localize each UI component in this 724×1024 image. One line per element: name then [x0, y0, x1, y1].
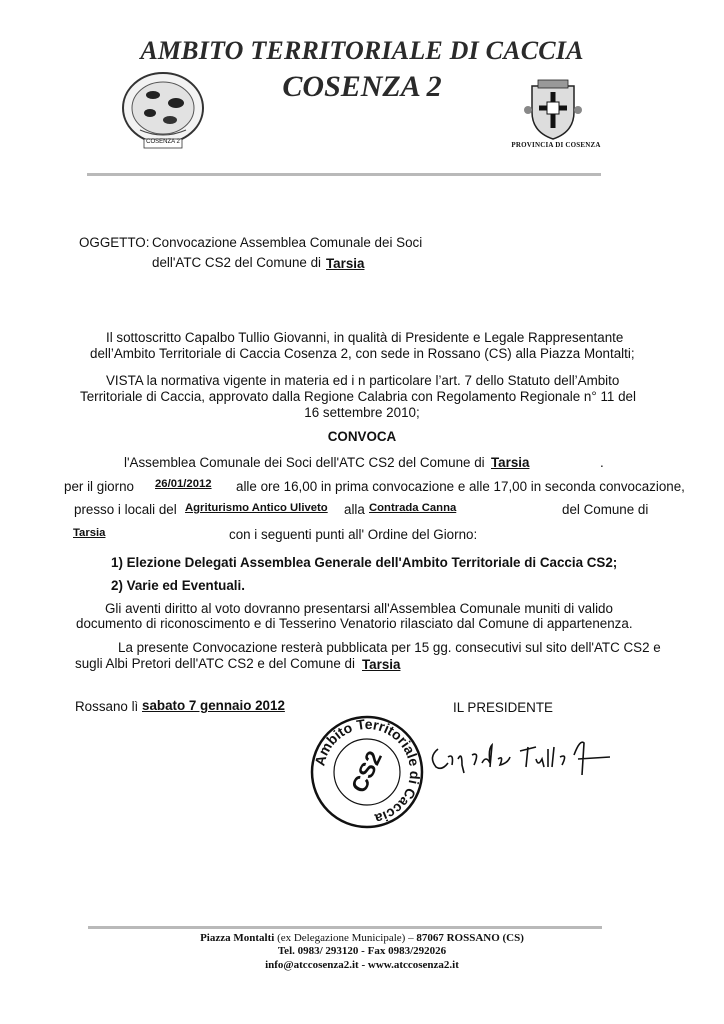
para4-comune: Tarsia: [362, 657, 401, 672]
footer-city: 87067 ROSSANO (CS): [416, 932, 524, 944]
president-label: IL PRESIDENTE: [453, 700, 553, 715]
assemblea-text: l'Assemblea Comunale dei Soci dell'ATC CS2 del Comune di: [124, 455, 485, 470]
giorno-label: per il giorno: [64, 479, 134, 494]
subject-label: OGGETTO:: [79, 235, 150, 250]
odg-item-1: 1) Elezione Delegati Assemblea Generale dell'Ambito Territoriale di Caccia CS2;: [111, 555, 618, 570]
footer-phone: Tel. 0983/ 293120 - Fax 0983/292026: [277, 945, 447, 957]
footer-street: Piazza Montalti: [200, 932, 275, 944]
para3-line1: Gli aventi diritto al voto dovranno presentarsi all'Assemblea Comunale muniti di valido: [105, 601, 613, 616]
signature-date: sabato 7 gennaio 2012: [142, 698, 285, 713]
locali-label: presso i locali del: [74, 502, 177, 517]
svg-text:Ambito Territoriale di Caccia: Ambito Territoriale di Caccia: [311, 715, 424, 828]
subject-line1: Convocazione Assemblea Comunale dei Soci: [152, 235, 423, 250]
giorno-text: alle ore 16,00 in prima convocazione e alle 17,00 in seconda convocazione,: [236, 479, 685, 494]
odg-item-2: 2) Varie ed Eventuali.: [111, 578, 245, 593]
para2-line3: 16 settembre 2010;: [304, 405, 420, 420]
province-label: PROVINCIA DI COSENZA: [511, 141, 601, 149]
subject-comune: Tarsia: [326, 256, 365, 271]
convoca-heading: CONVOCA: [327, 429, 397, 444]
header-divider: [87, 173, 601, 176]
para4-line2: sugli Albi Pretori dell'ATC CS2 e del Comune di: [75, 656, 355, 671]
footer-divider: [88, 926, 602, 929]
locali-contrada: Contrada Canna: [369, 502, 457, 514]
para3-line2: documento di riconoscimento e di Tesserino Venatorio rilasciato dal Comune di appartenenza.: [76, 616, 633, 631]
province-crest: [522, 76, 584, 142]
assemblea-period: .: [600, 455, 604, 470]
para1-line2: dell’Ambito Territoriale di Caccia Cosenza 2, con sede in Rossano (CS) alla Piazza Montalti;: [90, 346, 635, 361]
atc-logo-label: COSENZA 2: [146, 139, 180, 145]
footer-contacts[interactable]: info@atccosenza2.it - www.atccosenza2.it: [265, 959, 459, 971]
footer-note: (ex Delegazione Municipale) –: [277, 932, 414, 944]
header-title: AMBITO TERRITORIALE DI CACCIA: [140, 36, 584, 65]
svg-text:CS2: CS2: [346, 747, 387, 797]
locali-suffix: del Comune di: [562, 502, 649, 517]
para4-line1: La presente Convocazione resterà pubblicata per 15 gg. consecutivi sul sito dell'ATC CS2 e: [118, 640, 661, 655]
place-label: Rossano lì: [75, 699, 139, 714]
odg-text: con i seguenti punti all' Ordine del Giorno:: [229, 527, 478, 542]
footer-address: [0, 932, 724, 944]
subject-line2: dell'ATC CS2 del Comune di: [152, 255, 322, 270]
giorno-date: 26/01/2012: [155, 478, 212, 490]
assemblea-comune: Tarsia: [491, 455, 530, 470]
locali-name: Agriturismo Antico Uliveto: [185, 502, 328, 514]
para2-line2: Territoriale di Caccia, approvato dalla Regione Calabria con Regolamento Regionale n° 11 del: [80, 389, 636, 404]
para2-line1: VISTA la normativa vigente in materia ed i n particolare l’art. 7 dello Statuto dell’Ambito: [106, 373, 620, 388]
odg-comune: Tarsia: [73, 527, 106, 539]
atc-stamp: [308, 713, 426, 831]
locali-alla: alla: [344, 502, 365, 517]
president-signature: [424, 719, 614, 781]
header-subtitle: COSENZA 2: [282, 70, 442, 103]
para1-line1: Il sottoscritto Capalbo Tullio Giovanni, in qualità di Presidente e Legale Rappresentante: [106, 330, 624, 345]
